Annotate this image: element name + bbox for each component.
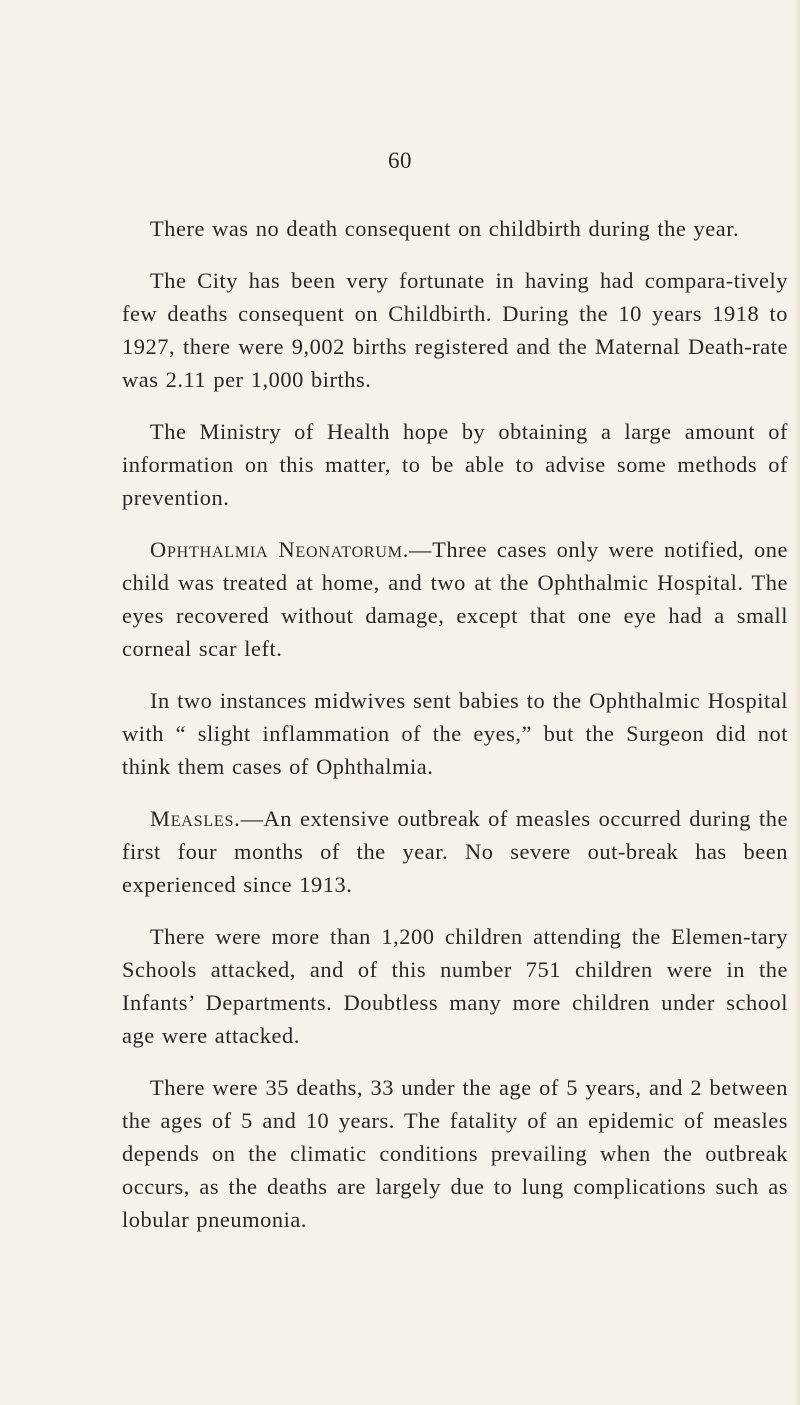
paragraph-text: —Three cases only were notified, one child was treated at home, and two at the Ophthalmic Hospital. The eyes recovered without damage, except that one eye had a small corneal scar left. <box>122 537 788 661</box>
paragraph-midwives <box>122 684 788 783</box>
page-edge <box>794 0 800 1405</box>
paragraph-text: There were 35 deaths, 33 under the age of 5 years, and 2 between the ages of 5 and 10 years. The fatality of an epidemic of measles depends on the climatic conditions prevailing when the outbreak occurs, as the deaths are largely due to lung complications such as lobular pneumonia. <box>122 1075 788 1232</box>
paragraph-text: The Ministry of Health hope by obtaining a large amount of information on this matter, to be able to advise some methods of prevention. <box>122 419 788 510</box>
paragraph-text: In two instances midwives sent babies to the Ophthalmic Hospital with “ slight inflammation of the eyes,” but the Surgeon did not think them cases of Ophthalmia. <box>122 688 788 779</box>
paragraph-text: There was no death consequent on childbirth during the year. <box>150 216 740 241</box>
paragraph-schools-attacked <box>122 920 788 1052</box>
page-number: 60 <box>388 148 412 173</box>
paragraph-text: There were more than 1,200 children attending the Elemen-tary Schools attacked, and of this number 751 children were in the Infants’ Departments. Doubtless many more children under school age were attacked. <box>122 924 788 1048</box>
paragraph-ophthalmia-neonatorum <box>122 533 788 665</box>
paragraph-ministry-of-health <box>122 415 788 514</box>
section-heading-ophthalmia: Ophthalmia Neonatorum. <box>150 537 410 562</box>
paragraph-text: The City has been very fortunate in having had compara-tively few deaths consequent on Childbirth. During the 10 years 1918 to 1927, there were 9,002 births registered and the Maternal Death-rate was 2.11 per 1,000 births. <box>122 268 788 392</box>
section-heading-measles: Measles. <box>150 806 241 831</box>
paragraph-childbirth-deaths <box>122 212 788 245</box>
paragraph-measles <box>122 802 788 901</box>
paragraph-maternal-death-rate <box>122 264 788 396</box>
body-text <box>122 212 788 1255</box>
paragraph-measles-deaths <box>122 1071 788 1236</box>
paragraph-text: —An extensive outbreak of measles occurred during the first four months of the year. No severe out-break has been experienced since 1913. <box>122 806 788 897</box>
